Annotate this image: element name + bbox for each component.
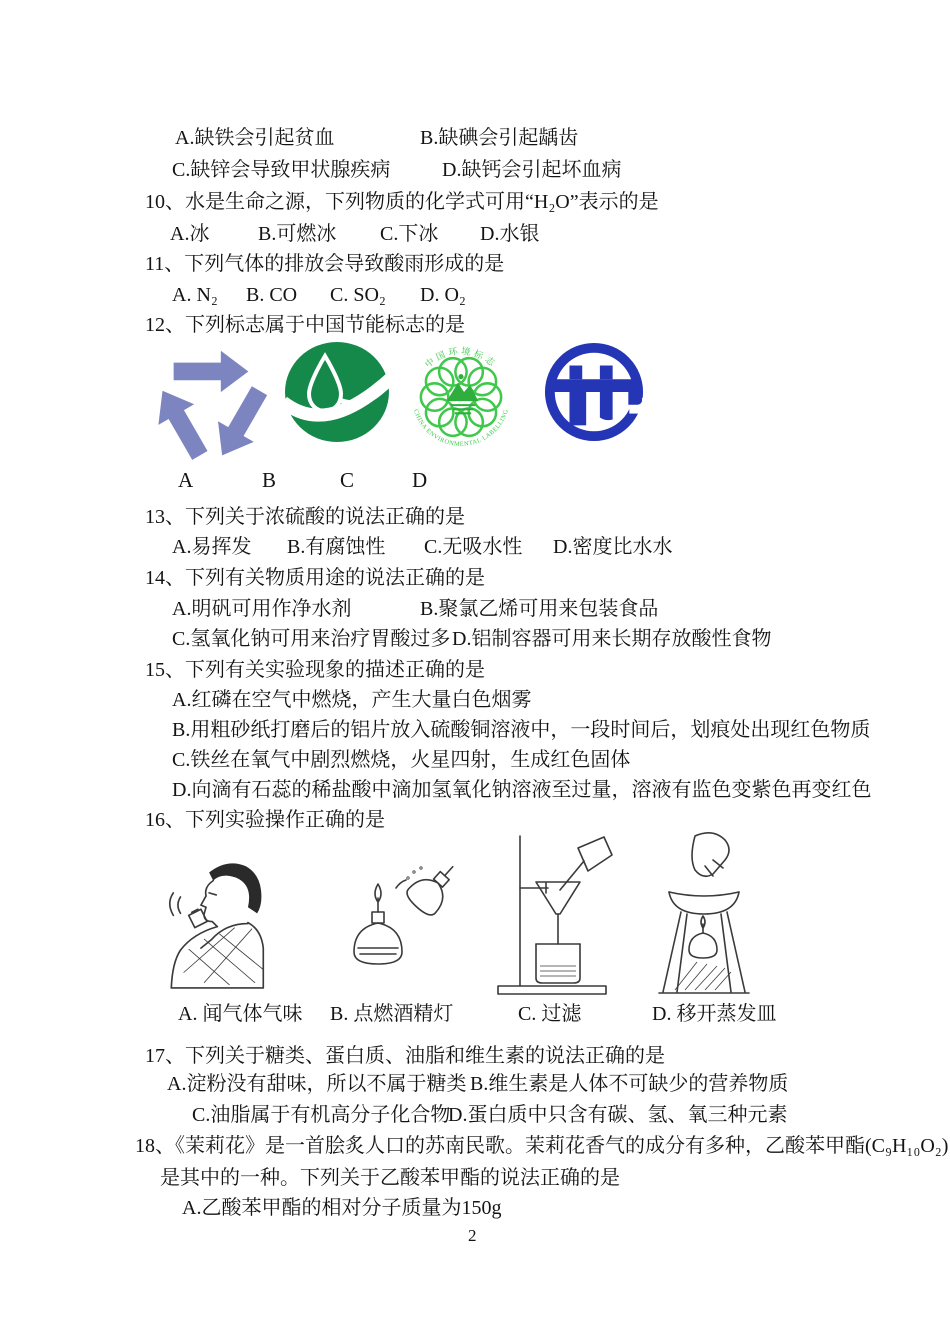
q14-option-a: A.明矾可用作净水剂 [172, 598, 352, 620]
env-arc-bottom-text: CHINA ENVIRONMENTAL LABELLING [411, 408, 511, 448]
q13-option-d: D.密度比水水 [553, 536, 673, 558]
page-number: 2 [468, 1226, 477, 1245]
prev-question-option-c: C.缺锌会导致甲状腺疾病 [172, 159, 391, 181]
q17-option-a: A.淀粉没有甜味，所以不属于糖类 [167, 1073, 467, 1095]
q16-caption-a: A. 闻气体气味 [178, 1003, 303, 1025]
q12-stem: 12、下列标志属于中国节能标志的是 [145, 314, 465, 336]
q16-caption-c: C. 过滤 [518, 1003, 582, 1025]
env-arc-top-text: 中国环境标志 [423, 345, 499, 370]
q12-label-a: A [178, 468, 194, 492]
recycling-arrows-icon [152, 336, 270, 460]
q14-stem: 14、下列有关物质用途的说法正确的是 [145, 567, 485, 589]
q10-option-c: C.下冰 [380, 223, 439, 245]
filtration-illustration [490, 826, 618, 1000]
q13-option-c: C.无吸水性 [424, 536, 523, 558]
q15-option-d: D.向滴有石蕊的稀盐酸中滴加氢氧化钠溶液至过量，溶液有监色变紫色再变红色 [172, 779, 872, 801]
recycle-arrows-group [152, 351, 270, 460]
q18-stem-line1: 18、《茉莉花》是一首脍炙人口的苏南民歌。茉莉花香气的成分有多种，乙酸苯甲酯(C₉H₁₀O₂) [135, 1135, 949, 1157]
svg-text:中国环境标志 [422, 345, 499, 370]
q16-caption-b: B. 点燃酒精灯 [330, 1003, 454, 1025]
q10-option-a: A.冰 [170, 223, 210, 245]
prev-question-option-a: A.缺铁会引起贫血 [175, 127, 335, 149]
q15-option-b: B.用粗砂纸打磨后的铝片放入硫酸铜溶液中，一段时间后，划痕处出现红色物质 [172, 719, 871, 741]
q12-label-c: C [340, 468, 355, 492]
q10-option-d: D.水银 [480, 223, 540, 245]
q11-option-a: A. N₂ [172, 284, 218, 306]
q17-option-b: B.维生素是人体不可缺少的营养物质 [470, 1073, 789, 1095]
china-energy-saving-icon [543, 340, 645, 444]
prev-question-option-b: B.缺碘会引起龋齿 [420, 127, 579, 149]
q11-option-b: B. CO [246, 284, 298, 306]
q10-option-b: B.可燃冰 [258, 223, 337, 245]
q11-stem: 11、下列气体的排放会导致酸雨形成的是 [145, 253, 505, 275]
q11-option-c: C. SO₂ [330, 284, 386, 306]
q13-stem: 13、下列关于浓硫酸的说法正确的是 [145, 506, 465, 528]
smell-gas-illustration [158, 852, 296, 990]
q11-option-d: D. O₂ [420, 284, 466, 306]
china-environmental-labelling-icon [404, 334, 518, 456]
q14-option-d: D.铝制容器可用来长期存放酸性食物 [452, 628, 772, 650]
water-saving-hand-drop-icon [283, 340, 391, 444]
q13-option-a: A.易挥发 [172, 536, 252, 558]
q16-caption-d: D. 移开蒸发皿 [652, 1003, 777, 1025]
hand-icon [692, 833, 729, 876]
q10-stem: 10、水是生命之源，下列物质的化学式可用“H₂O”表示的是 [145, 191, 659, 213]
q13-option-b: B.有腐蚀性 [287, 536, 386, 558]
q15-stem: 15、下列有关实验现象的描述正确的是 [145, 659, 485, 681]
q14-option-c: C.氢氧化钠可用来治疗胃酸过多 [172, 628, 451, 650]
q17-stem: 17、下列关于糖类、蛋白质、油脂和维生素的说法正确的是 [145, 1045, 665, 1067]
light-alcohol-lamp-illustration [338, 848, 466, 986]
q17-option-c: C.油脂属于有机高分子化合物 [192, 1104, 451, 1126]
remove-evaporating-dish-illustration [645, 830, 767, 1004]
q17-option-d: D.蛋白质中只含有碳、氢、氧三种元素 [448, 1104, 788, 1126]
q16-stem: 16、下列实验操作正确的是 [145, 809, 385, 831]
q14-option-b: B.聚氯乙烯可用来包装食品 [420, 598, 659, 620]
q18-option-a: A.乙酸苯甲酯的相对分子质量为150g [182, 1197, 502, 1219]
q15-option-a: A.红磷在空气中燃烧，产生大量白色烟雾 [172, 689, 532, 711]
q18-stem-line2: 是其中的一种。下列关于乙酸苯甲酯的说法正确的是 [160, 1167, 620, 1189]
q15-option-c: C.铁丝在氧气中剧烈燃烧，火星四射，生成红色固体 [172, 749, 631, 771]
q12-label-b: B [262, 468, 277, 492]
prev-question-option-d: D.缺钙会引起坏血病 [442, 159, 622, 181]
q12-label-d: D [412, 468, 428, 492]
hair-shape [209, 863, 261, 913]
